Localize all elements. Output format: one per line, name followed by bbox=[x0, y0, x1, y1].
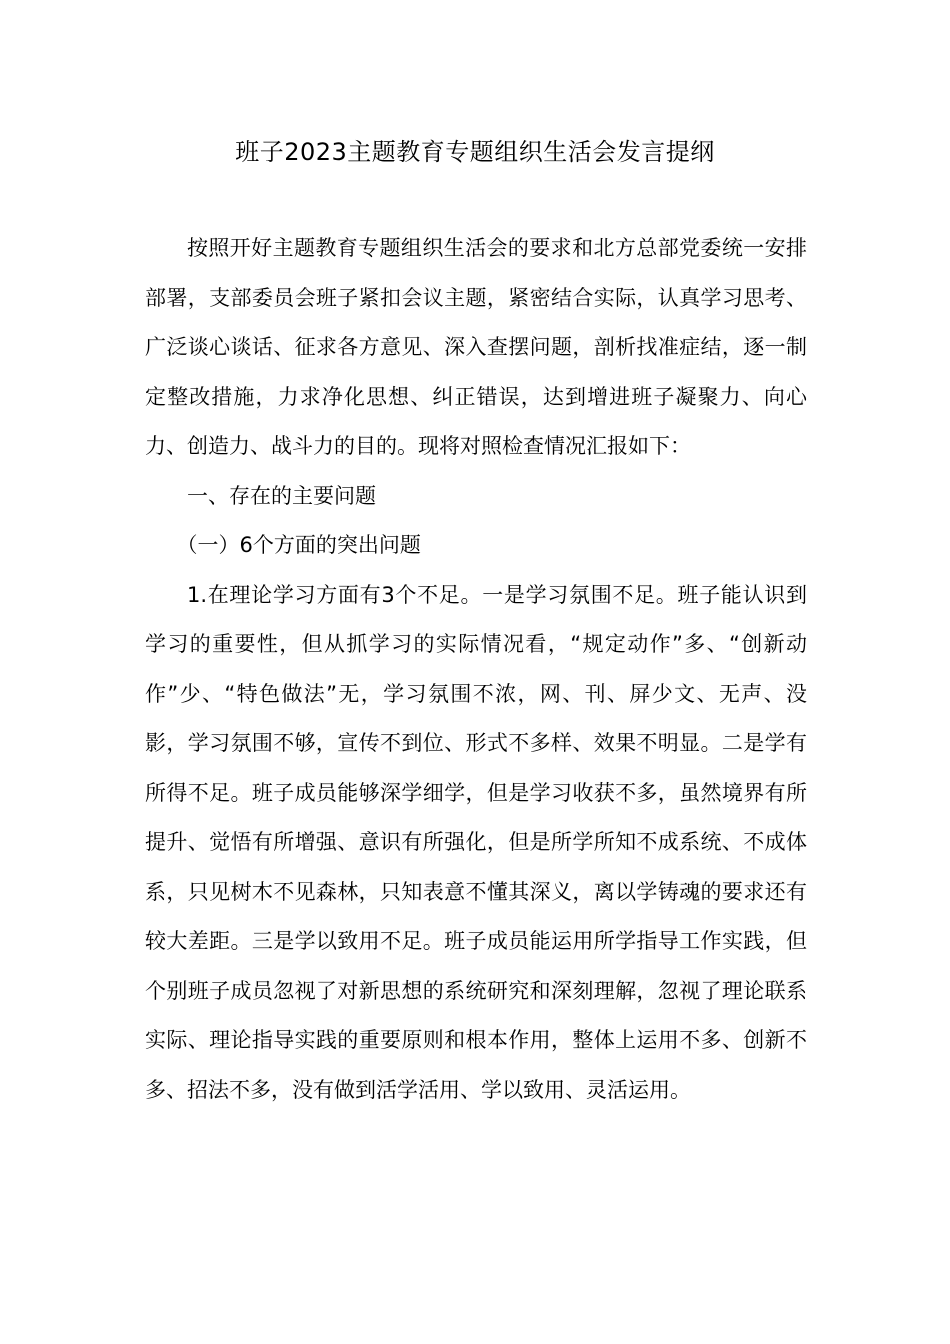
intro-paragraph: 按照开好主题教育专题组织生活会的要求和北方总部党委统一安排部署，支部委员会班子紧扣会议主题，紧密结合实际，认真学习思考、广泛谈心谈话、征求各方意见、深入查摆问题，剖析找准症结，逐一制定整改措施，力求净化思想、纠正错误，达到增进班子凝聚力、向心力、创造力、战斗力的目的。现将对照检查情况汇报如下： bbox=[145, 236, 807, 458]
document-body bbox=[145, 224, 807, 1115]
section-heading-main-problems: 一、存在的主要问题 bbox=[187, 483, 376, 508]
document-title: 班子2023主题教育专题组织生活会发言提纲 bbox=[235, 138, 715, 166]
subsection-heading-six-aspects: （一）6个方面的突出问题 bbox=[176, 533, 421, 557]
item-paragraph-theory-study: 1.在理论学习方面有3个不足。一是学习氛围不足。班子能认识到学习的重要性，但从抓学习的实际情况看，“规定动作”多、“创新动作”少、“特色做法”无，学习氛围不浓，网、刊、屏少文、无声、没影，学习氛围不够，宣传不到位、形式不多样、效果不明显。二是学有所得不足。班子成员能够深学细学，但是学习收获不多，虽然境界有所提升、觉悟有所增强、意识有所强化，但是所学所知不成系统、不成体系，只见树木不见森林，只知表意不懂其深义，离以学铸魂的要求还有较大差距。三是学以致用不足。班子成员能运用所学指导工作实践，但个别班子成员忽视了对新思想的系统研究和深刻理解，忽视了理论联系实际、理论指导实践的重要原则和根本作用，整体上运用不多、创新不多、招法不多，没有做到活学活用、学以致用、灵活运用。 bbox=[145, 582, 807, 1102]
